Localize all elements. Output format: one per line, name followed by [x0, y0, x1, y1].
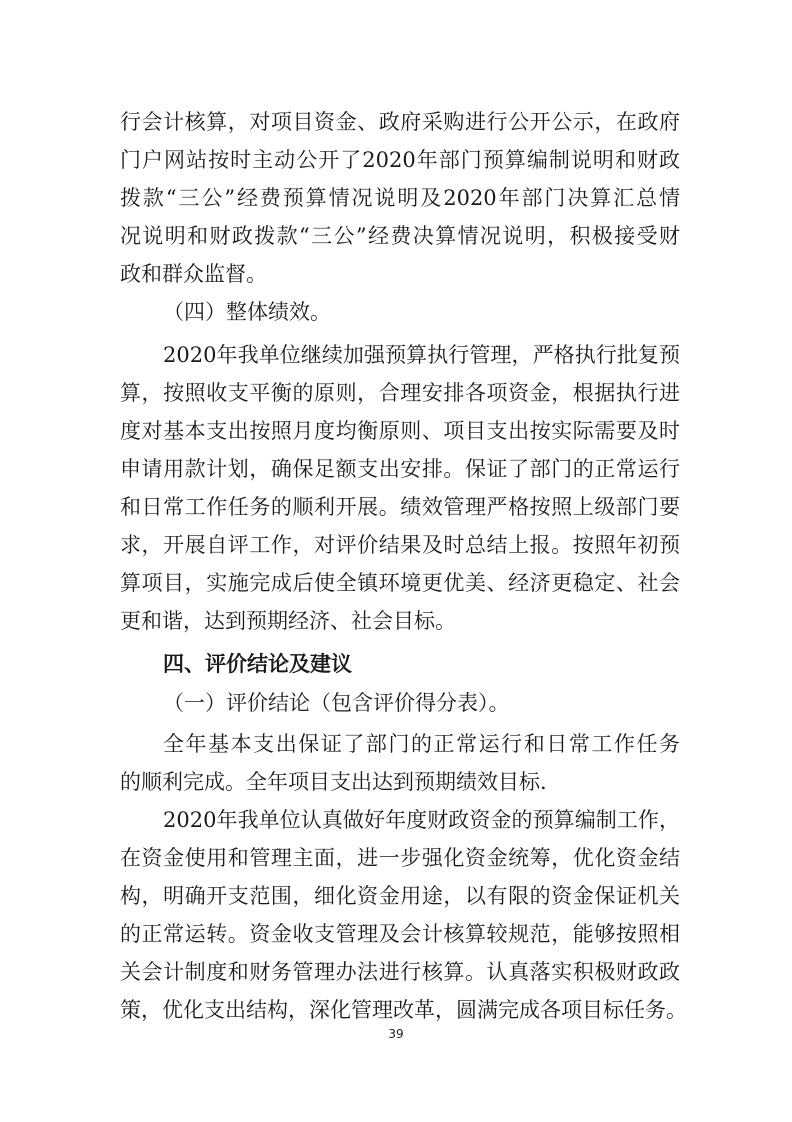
paragraph-line: 算，按照收支平衡的原则，合理安排各项资金，根据执行进 [120, 381, 680, 405]
paragraph-line: 构，明确开支范围，细化资金用途，以有限的资金保证机关 [120, 884, 680, 908]
paragraph-line: 关会计制度和财务管理办法进行核算。认真落实积极财政政 [120, 960, 680, 984]
paragraph-line: 的顺利完成。全年项目支出达到预期绩效目标. [120, 770, 547, 794]
paragraph-line: 的正常运转。资金收支管理及会计核算较规范，能够按照相 [120, 922, 680, 946]
subsection-heading: （四）整体绩效。 [163, 300, 331, 324]
paragraph-line: 2020年我单位认真做好年度财政资金的预算编制工作， [163, 808, 680, 832]
paragraph-line: 求，开展自评工作，对评价结果及时总结上报。按照年初预 [120, 533, 680, 557]
paragraph-line: 策，优化支出结构，深化管理改革，圆满完成各项目标任务。 [120, 998, 687, 1022]
paragraph-line: 和日常工作任务的顺利开展。绩效管理严格按照上级部门要 [120, 495, 680, 519]
paragraph-line: 政和群众监督。 [120, 262, 267, 286]
page-number: 39 [388, 1027, 404, 1041]
paragraph-line: 度对基本支出按照月度均衡原则、项目支出按实际需要及时 [120, 419, 680, 443]
section-heading: 四、评价结论及建议 [163, 652, 352, 676]
paragraph-line: 全年基本支出保证了部门的正常运行和日常工作任务 [163, 732, 680, 756]
paragraph-line: 门户网站按时主动公开了2020年部门预算编制说明和财政 [120, 148, 680, 172]
paragraph-line: 2020年我单位继续加强预算执行管理，严格执行批复预 [163, 343, 680, 367]
paragraph-line: 更和谐，达到预期经济、社会目标。 [120, 609, 456, 633]
paragraph-line: 申请用款计划，确保足额支出安排。保证了部门的正常运行 [120, 457, 680, 481]
paragraph-line: 况说明和财政拨款“三公”经费决算情况说明，积极接受财 [120, 224, 680, 248]
paragraph-line: 拨款“三公”经费预算情况说明及2020年部门决算汇总情 [120, 186, 680, 210]
paragraph-line: 行会计核算，对项目资金、政府采购进行公开公示，在政府 [120, 110, 680, 134]
subsection-heading: （一）评价结论（包含评价得分表）。 [163, 691, 510, 715]
paragraph-line: 在资金使用和管理主面，进一步强化资金统筹，优化资金结 [120, 846, 680, 870]
paragraph-line: 算项目，实施完成后使全镇环境更优美、经济更稳定、社会 [120, 571, 680, 595]
